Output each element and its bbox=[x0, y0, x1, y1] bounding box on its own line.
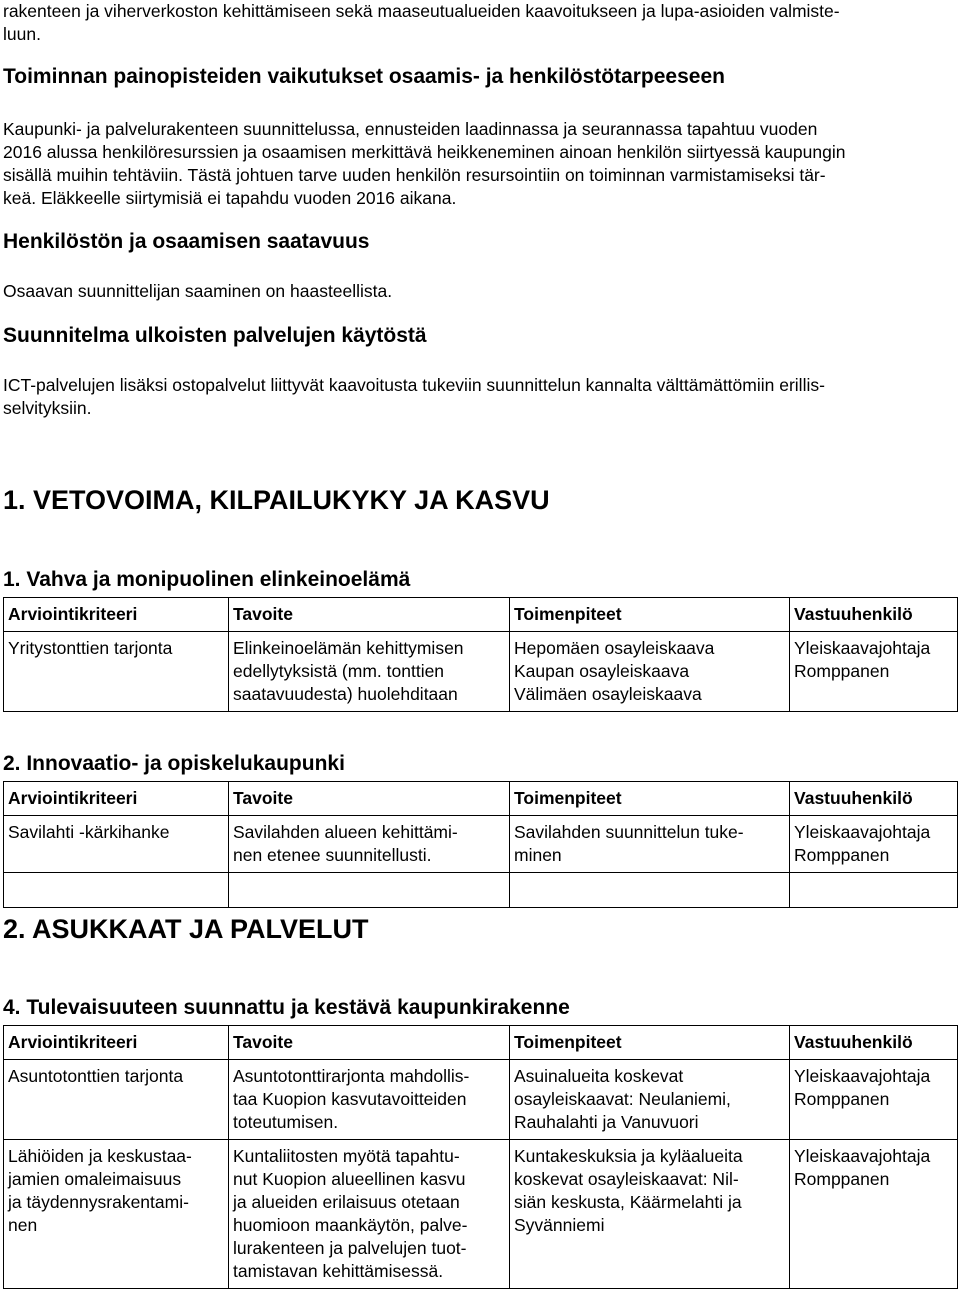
cell-line: Lähiöiden ja keskustaa- bbox=[8, 1146, 192, 1166]
cell-line: taa Kuopion kasvutavoitteiden bbox=[233, 1089, 467, 1109]
header-actions: Toimenpiteet bbox=[510, 782, 790, 816]
cell-line: Yleiskaavajohtaja bbox=[794, 1066, 931, 1086]
cell-line: Kuntaliitosten myötä tapahtu- bbox=[233, 1146, 460, 1166]
cell-line: Elinkeinoelämän kehittymisen bbox=[233, 638, 464, 658]
cell-line: Syvänniemi bbox=[514, 1215, 605, 1235]
cell-line: ja alueiden erilaisuus otetaan bbox=[233, 1192, 460, 1212]
cell-line: Yritystonttien tarjonta bbox=[8, 638, 173, 658]
cell-line: saatavuudesta) huolehditaan bbox=[233, 684, 458, 704]
cell-line: huomioon maankäytön, palve- bbox=[233, 1215, 468, 1235]
main-heading-1: 1. VETOVOIMA, KILPAILUKYKY JA KASVU bbox=[3, 485, 550, 515]
cell-line: Asuntotonttien tarjonta bbox=[8, 1066, 184, 1086]
cell-line: Yleiskaavajohtaja bbox=[794, 822, 931, 842]
availability-text: Osaavan suunnittelijan saaminen on haasteellista. bbox=[3, 281, 393, 301]
cell-criteria bbox=[4, 632, 229, 712]
cell-line: Savilahden suunnittelun tuke- bbox=[514, 822, 744, 842]
cell-goal bbox=[229, 632, 510, 712]
cell-responsible bbox=[790, 1060, 958, 1140]
cell-goal bbox=[229, 1140, 510, 1289]
cell-line: Romppanen bbox=[794, 845, 890, 865]
cell-empty bbox=[790, 873, 958, 908]
cell-line: koskevat osayleiskaavat: Nil- bbox=[514, 1169, 739, 1189]
intro-paragraph bbox=[3, 0, 955, 46]
cell-line: nut Kuopion alueellinen kasvu bbox=[233, 1169, 466, 1189]
cell-line: Romppanen bbox=[794, 661, 890, 681]
cell-goal bbox=[229, 816, 510, 873]
cell-empty bbox=[4, 873, 229, 908]
cell-criteria bbox=[4, 816, 229, 873]
impacts-line: 2016 alussa henkilöresurssien ja osaamisen merkittävä heikkeneminen ainoan henkilön siirtyessä kaupungin bbox=[3, 142, 846, 162]
cell-actions bbox=[510, 816, 790, 873]
cell-line: Romppanen bbox=[794, 1169, 890, 1189]
criteria-table-4 bbox=[3, 1025, 958, 1289]
impacts-heading: Toiminnan painopisteiden vaikutukset osaamis- ja henkilöstötarpeeseen bbox=[3, 65, 725, 88]
main-heading-2: 2. ASUKKAAT JA PALVELUT bbox=[3, 914, 369, 944]
cell-empty bbox=[510, 873, 790, 908]
table-1-title: 1. Vahva ja monipuolinen elinkeinoelämä bbox=[3, 568, 411, 591]
cell-line: edellytyksistä (mm. tonttien bbox=[233, 661, 445, 681]
cell-line: Savilahti -kärkihanke bbox=[8, 822, 170, 842]
cell-empty bbox=[229, 873, 510, 908]
cell-line: jamien omaleimaisuus bbox=[8, 1169, 182, 1189]
cell-line: toteutumisen. bbox=[233, 1112, 339, 1132]
impacts-line: Kaupunki- ja palvelurakenteen suunnittelussa, ennusteiden laadinnassa ja seurannassa tapahtuu vuoden bbox=[3, 119, 818, 139]
table-header-row bbox=[4, 598, 958, 632]
cell-responsible bbox=[790, 1140, 958, 1289]
cell-line: nen bbox=[8, 1215, 38, 1235]
header-responsible: Vastuuhenkilö bbox=[790, 782, 958, 816]
cell-line: Romppanen bbox=[794, 1089, 890, 1109]
intro-line: luun. bbox=[3, 24, 41, 44]
cell-criteria bbox=[4, 1140, 229, 1289]
header-goal: Tavoite bbox=[229, 782, 510, 816]
external-paragraph bbox=[3, 374, 955, 420]
cell-line: nen etenee suunnitellusti. bbox=[233, 845, 432, 865]
header-goal: Tavoite bbox=[229, 1026, 510, 1060]
table-row bbox=[4, 632, 958, 712]
cell-line: Kuntakeskuksia ja kyläalueita bbox=[514, 1146, 743, 1166]
table-header-row bbox=[4, 1026, 958, 1060]
cell-line: Kaupan osayleiskaava bbox=[514, 661, 690, 681]
cell-line: Hepomäen osayleiskaava bbox=[514, 638, 715, 658]
cell-line: Välimäen osayleiskaava bbox=[514, 684, 702, 704]
header-actions: Toimenpiteet bbox=[510, 1026, 790, 1060]
header-criteria: Arviointikriteeri bbox=[4, 598, 229, 632]
cell-criteria bbox=[4, 1060, 229, 1140]
availability-heading: Henkilöstön ja osaamisen saatavuus bbox=[3, 230, 370, 253]
cell-responsible bbox=[790, 632, 958, 712]
table-header-row bbox=[4, 782, 958, 816]
table-4-title: 4. Tulevaisuuteen suunnattu ja kestävä kaupunkirakenne bbox=[3, 996, 570, 1019]
table-row bbox=[4, 816, 958, 873]
cell-line: siän keskusta, Käärmelahti ja bbox=[514, 1192, 742, 1212]
cell-line: tamistavan kehittämisessä. bbox=[233, 1261, 444, 1281]
table-row-empty bbox=[4, 873, 958, 908]
impacts-paragraph bbox=[3, 118, 955, 210]
impacts-line: sisällä muihin tehtäviin. Tästä johtuen tarve uuden henkilön resursointiin on toiminnan varmistamiseksi tär- bbox=[3, 165, 826, 185]
header-criteria: Arviointikriteeri bbox=[4, 782, 229, 816]
cell-line: Savilahden alueen kehittämi- bbox=[233, 822, 458, 842]
cell-line: Yleiskaavajohtaja bbox=[794, 1146, 931, 1166]
cell-line: minen bbox=[514, 845, 562, 865]
header-responsible: Vastuuhenkilö bbox=[790, 1026, 958, 1060]
cell-actions bbox=[510, 632, 790, 712]
cell-responsible bbox=[790, 816, 958, 873]
cell-goal bbox=[229, 1060, 510, 1140]
impacts-line: keä. Eläkkeelle siirtymisiä ei tapahdu vuoden 2016 aikana. bbox=[3, 188, 457, 208]
cell-line: osayleiskaavat: Neulaniemi, bbox=[514, 1089, 731, 1109]
table-row bbox=[4, 1140, 958, 1289]
header-actions: Toimenpiteet bbox=[510, 598, 790, 632]
criteria-table-2 bbox=[3, 781, 958, 908]
intro-line: rakenteen ja viherverkoston kehittämiseen sekä maaseutualueiden kaavoitukseen ja lupa-asioiden valmiste- bbox=[3, 1, 840, 21]
cell-line: lurakenteen ja palvelujen tuot- bbox=[233, 1238, 467, 1258]
cell-line: ja täydennysrakentami- bbox=[8, 1192, 189, 1212]
cell-line: Asuinalueita koskevat bbox=[514, 1066, 684, 1086]
external-line: ICT-palvelujen lisäksi ostopalvelut liittyvät kaavoitusta tukeviin suunnittelun kannalta välttämättömiin erillis- bbox=[3, 375, 825, 395]
header-goal: Tavoite bbox=[229, 598, 510, 632]
external-line: selvityksiin. bbox=[3, 398, 92, 418]
criteria-table-1 bbox=[3, 597, 958, 712]
table-row bbox=[4, 1060, 958, 1140]
table-2-title: 2. Innovaatio- ja opiskelukaupunki bbox=[3, 752, 345, 775]
header-responsible: Vastuuhenkilö bbox=[790, 598, 958, 632]
cell-line: Yleiskaavajohtaja bbox=[794, 638, 931, 658]
cell-line: Asuntotonttirarjonta mahdollis- bbox=[233, 1066, 470, 1086]
cell-line: Rauhalahti ja Vanuvuori bbox=[514, 1112, 699, 1132]
cell-actions bbox=[510, 1060, 790, 1140]
header-criteria: Arviointikriteeri bbox=[4, 1026, 229, 1060]
external-heading: Suunnitelma ulkoisten palvelujen käytöstä bbox=[3, 324, 427, 347]
cell-actions bbox=[510, 1140, 790, 1289]
